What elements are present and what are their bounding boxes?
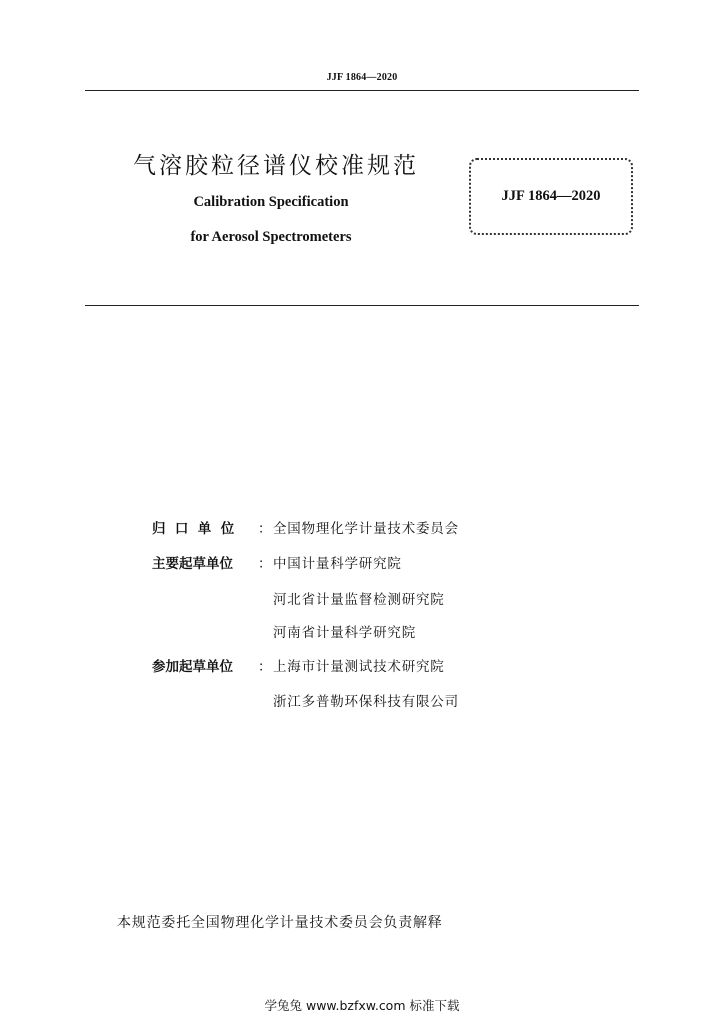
participating-drafters-label: 参加起草单位 bbox=[152, 659, 233, 675]
header-divider bbox=[85, 90, 639, 91]
title-english-line2: for Aerosol Spectrometers bbox=[190, 229, 352, 245]
title-divider bbox=[85, 305, 639, 306]
main-drafters-label: 主要起草单位 bbox=[152, 556, 233, 572]
watermark-text: 学兔兔 www.bzfxw.com 标准下载 bbox=[264, 998, 460, 1013]
standard-code-text: JJF 1864—2020 bbox=[501, 188, 601, 204]
colon: ： bbox=[258, 556, 272, 572]
participating-drafter-1: 上海市计量测试技术研究院 bbox=[273, 659, 445, 675]
main-drafter-1: 中国计量科学研究院 bbox=[273, 556, 402, 572]
participating-drafter-2: 浙江多普勒环保科技有限公司 bbox=[273, 694, 459, 710]
responsible-unit: 全国物理化学计量技术委员会 bbox=[273, 521, 459, 537]
title-chinese: 气溶胶粒径谱仪校准规范 bbox=[133, 153, 419, 179]
header-standard-code: JJF 1864—2020 bbox=[326, 72, 398, 83]
colon: ： bbox=[258, 521, 272, 537]
standard-code-box bbox=[469, 158, 633, 235]
interpretation-note: 本规范委托全国物理化学计量技术委员会负责解释 bbox=[117, 915, 443, 931]
main-drafter-3: 河南省计量科学研究院 bbox=[273, 625, 416, 641]
title-english-line1: Calibration Specification bbox=[193, 194, 349, 210]
responsible-unit-label: 归 口 单 位 bbox=[152, 521, 235, 537]
main-drafter-2: 河北省计量监督检测研究院 bbox=[273, 592, 445, 608]
colon: ： bbox=[258, 659, 272, 675]
